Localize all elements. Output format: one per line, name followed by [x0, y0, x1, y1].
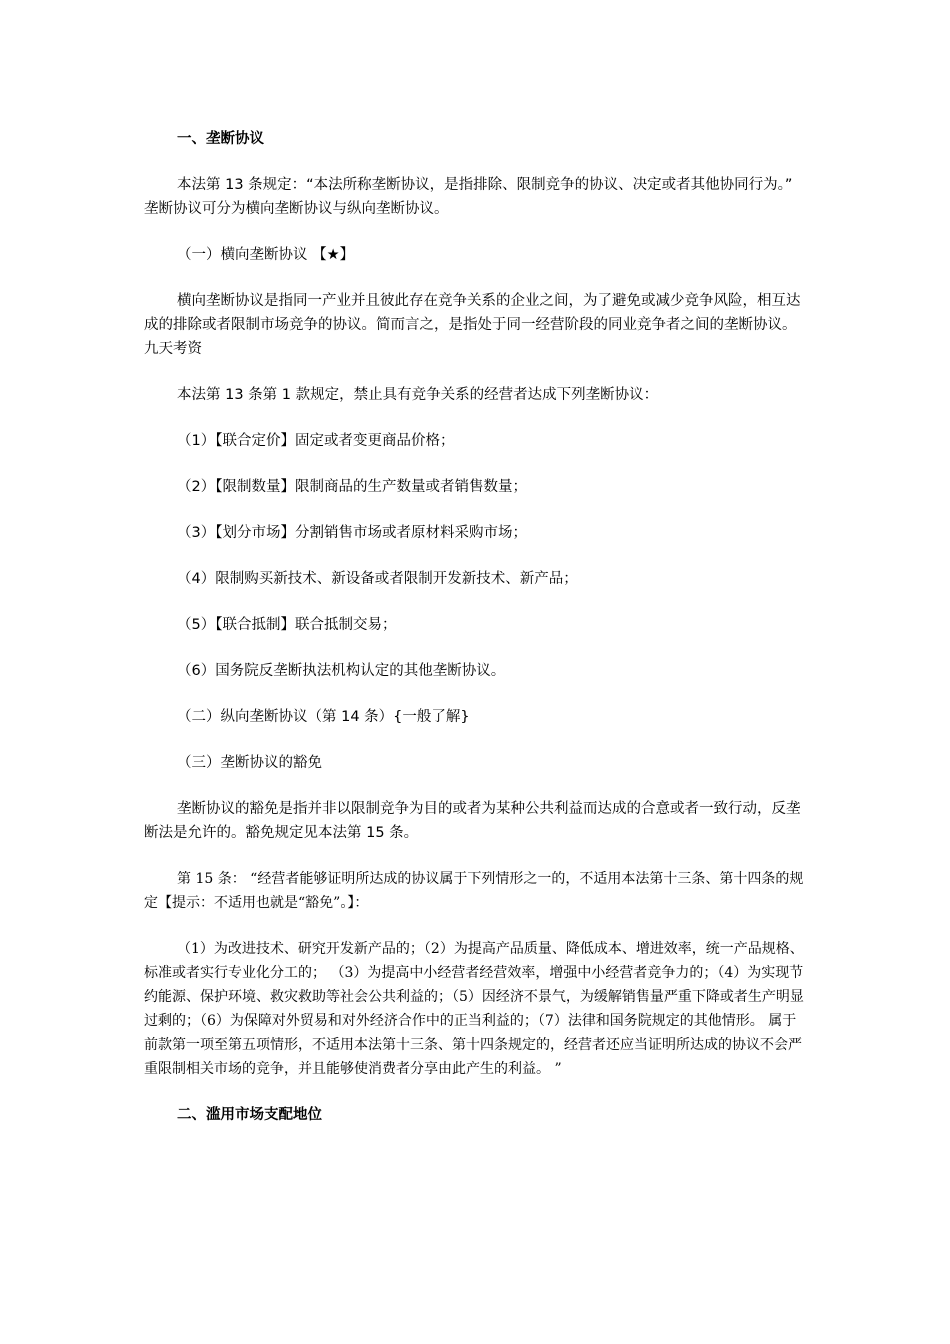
- section-heading-monopoly-agreement: 一、垄断协议: [177, 131, 264, 147]
- list-item-1: （1）【联合定价】固定或者变更商品价格；: [177, 433, 455, 449]
- document-body: [144, 127, 809, 1127]
- list-item-6: （6）国务院反垄断执法机构认定的其他垄断协议。: [177, 663, 506, 679]
- paragraph-exemption-cases: （1）为改进技术、研究开发新产品的；（2）为提高产品质量、降低成本、增进效率，统一产品规格、标准或者实行专业化分工的； （3）为提高中小经营者经营效率，增强中小经营者竞争力的；（4）为实现节约能源、保护环境、救灾救助等社会公共利益的；（5）因经济不景气，为缓解销售量严重下降或者生产明显过剩的；（6）为保障对外贸易和对外经济合作中的正当利益的；（7）法律和国务院规定的其他情形。 属于前款第一项至第五项情形，不适用本法第十三条、第十四条规定的，经营者还应当证明所达成的协议不会严重限制相关市场的竞争，并且能够使消费者分享由此产生的利益。 ”: [144, 941, 804, 1077]
- list-item-2: （2）【限制数量】限制商品的生产数量或者销售数量；: [177, 479, 527, 495]
- list-item-5: （5）【联合抵制】联合抵制交易；: [177, 617, 397, 633]
- subheading-horizontal-agreement: （一）横向垄断协议 【★】: [177, 247, 355, 263]
- subheading-vertical-agreement: （二）纵向垄断协议（第 14 条）{一般了解}: [177, 709, 470, 725]
- paragraph-article-13-definition: 本法第 13 条规定：“本法所称垄断协议，是指排除、限制竞争的协议、决定或者其他协同行为。” 垄断协议可分为横向垄断协议与纵向垄断协议。: [144, 177, 793, 217]
- paragraph-article-13-clause-1: 本法第 13 条第 1 款规定，禁止具有竞争关系的经营者达成下列垄断协议：: [177, 387, 659, 403]
- paragraph-exemption-definition: 垄断协议的豁免是指并非以限制竞争为目的或者为某种公共利益而达成的合意或者一致行动，反垄断法是允许的。豁免规定见本法第 15 条。: [144, 801, 801, 841]
- list-item-3: （3）【划分市场】分割销售市场或者原材料采购市场；: [177, 525, 527, 541]
- paragraph-horizontal-definition: 横向垄断协议是指同一产业并且彼此存在竞争关系的企业之间，为了避免或减少竞争风险，相互达成的排除或者限制市场竞争的协议。简而言之，是指处于同一经营阶段的同业竞争者之间的垄断协议。 九天考资: [144, 293, 801, 357]
- list-item-4: （4）限制购买新技术、新设备或者限制开发新技术、新产品；: [177, 571, 578, 587]
- section-heading-market-dominance: 二、滥用市场支配地位: [177, 1107, 322, 1123]
- subheading-exemption: （三）垄断协议的豁免: [177, 755, 322, 771]
- paragraph-article-15: 第 15 条： “经营者能够证明所达成的协议属于下列情形之一的，不适用本法第十三条、第十四条的规定【提示：不适用也就是“豁免”。】：: [144, 871, 804, 911]
